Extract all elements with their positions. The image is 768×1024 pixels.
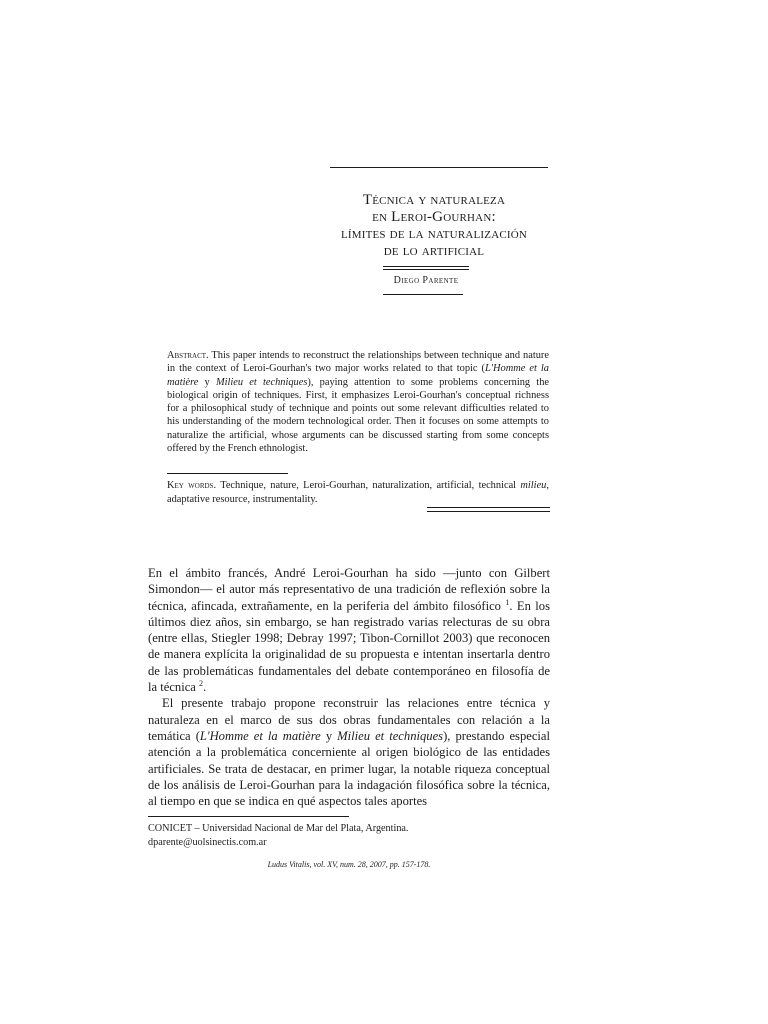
- abstract-text: This paper intends to reconstruct the relationships between technique and nature in the context of Leroi-Gourhan's two major works related to that topic (: [167, 350, 549, 375]
- abstract-book-title: Milieu et techniques: [215, 376, 308, 388]
- paragraph-text: .: [203, 680, 207, 695]
- abstract-label: Abstract.: [167, 350, 209, 361]
- abstract-text: ), paying attention to some problems concerning the biological origin of techniques. First, it emphasizes Leroi-Gourhan's conceptual richness for a philosophical study of technique and points out some relevant difficulties related to his understanding of the modern technological order. Then it focuses on some attempts to naturalize the artificial, whose arguments can be discussed starting from some concepts offered by the French ethnologist.: [167, 376, 549, 455]
- abstract-end-rule: [427, 507, 550, 508]
- affiliation: CONICET – Universidad Nacional de Mar del Plata, Argentina.: [148, 823, 409, 834]
- top-rule: [330, 167, 548, 168]
- abstract: [167, 349, 549, 455]
- paragraph-text: . En los últimos diez años, sin embargo, se han registrado varias relecturas de su obra (entre ellas, Stiegler 1998; Debray 1997; Tibon-Cornillot 2003) que reconocen de manera explícita la originalidad de su propuesta e intentan insertarla dentro de las problemáticas fundamentales del debate contemporáneo en filosofía de la técnica: [148, 598, 550, 695]
- abstract-book-title: L'Homme et la matière: [167, 363, 549, 388]
- body-text: [148, 565, 550, 809]
- keywords-text: , adaptative resource, instrumentality.: [167, 480, 549, 505]
- footnote-ref[interactable]: 1: [505, 597, 510, 607]
- keywords-italic: milieu: [520, 480, 547, 491]
- paragraph-text: ), prestando especial atención a la problemática concerniente al origen biológico de las entidades artificiales. Se trata de destacar, en primer lugar, la notable riqueza conceptual de los análisis de Leroi-Gourhan para la indagación filosófica sobre la técnica, al tiempo en que se indica en qué aspectos tales aportes: [148, 728, 551, 809]
- abstract-end-rule: [427, 511, 550, 512]
- paragraph-text: y: [320, 728, 338, 743]
- footnote-rule: [148, 816, 349, 817]
- keywords: [167, 479, 549, 506]
- author-email[interactable]: dparente@uolsinectis.com.ar: [148, 837, 267, 848]
- footnote: [148, 822, 550, 850]
- author-rule-bottom: [383, 294, 463, 295]
- keywords-label: Key words.: [167, 480, 217, 491]
- paragraph-text: El presente trabajo propone reconstruir las relaciones entre técnica y naturaleza en el marco de sus dos obras fundamentales con relación a la temática (: [148, 696, 550, 743]
- author-rule-top: [383, 266, 469, 267]
- article-title: [290, 192, 578, 260]
- keywords-rule: [167, 473, 288, 474]
- title-line: Técnica y naturaleza: [362, 192, 506, 208]
- author-name: Diego Parente: [393, 275, 459, 286]
- keywords-text: Technique, nature, Leroi-Gourhan, naturalization, artificial, technical: [216, 480, 521, 491]
- paragraph-text: En el ámbito francés, André Leroi-Gourhan ha sido —junto con Gilbert Simondon— el autor más representativo de una tradición de reflexión sobre la técnica, afincada, extrañamente, en la periferia del ámbito filosófico: [148, 566, 550, 613]
- title-line: límites de la naturalización: [340, 226, 528, 242]
- paragraph: [148, 565, 550, 695]
- book-title: L'Homme et la matière: [199, 728, 321, 743]
- book-title: Milieu et techniques: [337, 728, 444, 743]
- title-line: en Leroi-Gourhan:: [372, 209, 496, 225]
- title-line: de lo artificial: [383, 243, 485, 259]
- paragraph: [148, 695, 550, 809]
- journal-citation: Ludus Vitalis, vol. XV, num. 28, 2007, pp. 157-178.: [267, 860, 431, 869]
- footnote-ref[interactable]: 2: [199, 678, 204, 688]
- abstract-text: y: [198, 376, 216, 388]
- author-rule-top: [383, 269, 469, 270]
